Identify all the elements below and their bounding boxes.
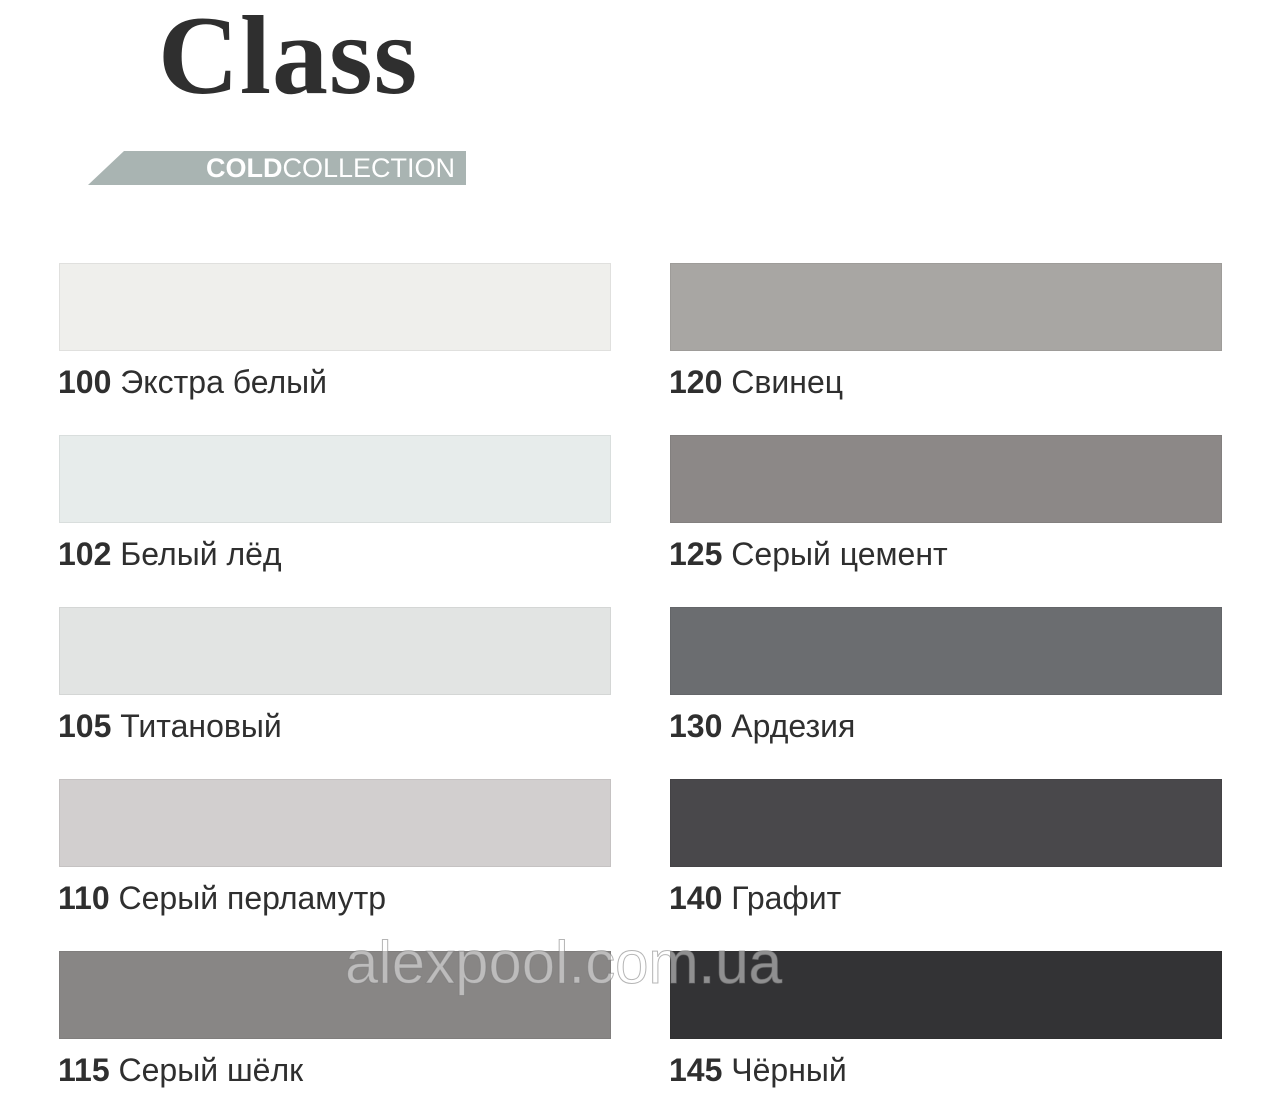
watermark: alexpool.com.ua — [345, 929, 782, 996]
swatch-name: Ардезия — [731, 708, 856, 744]
swatch-name: Серый перламутр — [118, 880, 387, 916]
swatch-code: 125 — [669, 536, 723, 572]
swatch-label — [669, 536, 948, 572]
collection-banner-text — [206, 153, 455, 183]
swatch-label — [669, 708, 855, 744]
color-swatch — [59, 607, 611, 695]
color-swatch — [59, 263, 611, 351]
color-swatch — [59, 435, 611, 523]
banner-regular-text: COLLECTION — [282, 153, 456, 183]
brand-logo: Class — [158, 0, 419, 118]
swatch-name: Чёрный — [731, 1052, 847, 1088]
color-swatch — [59, 779, 611, 867]
color-swatch — [670, 607, 1222, 695]
color-swatch — [670, 263, 1222, 351]
banner-bold-text: COLD — [206, 153, 283, 183]
swatch-code: 145 — [669, 1052, 723, 1088]
swatch-code: 110 — [58, 880, 110, 916]
swatch-label — [58, 364, 327, 400]
swatch-name: Белый лёд — [120, 536, 282, 572]
swatch-name: Серый цемент — [731, 536, 948, 572]
swatch-code: 140 — [669, 880, 723, 916]
swatch-label — [669, 880, 841, 916]
swatch-code: 120 — [669, 364, 723, 400]
swatch-name: Серый шёлк — [118, 1052, 304, 1088]
swatch-label — [58, 708, 282, 744]
swatch-name: Экстра белый — [120, 364, 328, 400]
swatch-name: Титановый — [120, 708, 282, 744]
swatch-code: 100 — [58, 364, 112, 400]
swatch-label — [58, 536, 282, 572]
swatch-code: 115 — [58, 1052, 110, 1088]
swatch-label — [58, 1052, 303, 1088]
swatch-label — [669, 364, 843, 400]
color-swatch — [670, 435, 1222, 523]
swatch-name: Свинец — [731, 364, 844, 400]
swatch-name: Графит — [731, 880, 842, 916]
swatch-label — [669, 1052, 847, 1088]
color-swatch — [670, 779, 1222, 867]
swatch-code: 130 — [669, 708, 723, 744]
swatch-label — [58, 880, 386, 916]
swatch-code: 105 — [58, 708, 112, 744]
swatch-code: 102 — [58, 536, 112, 572]
